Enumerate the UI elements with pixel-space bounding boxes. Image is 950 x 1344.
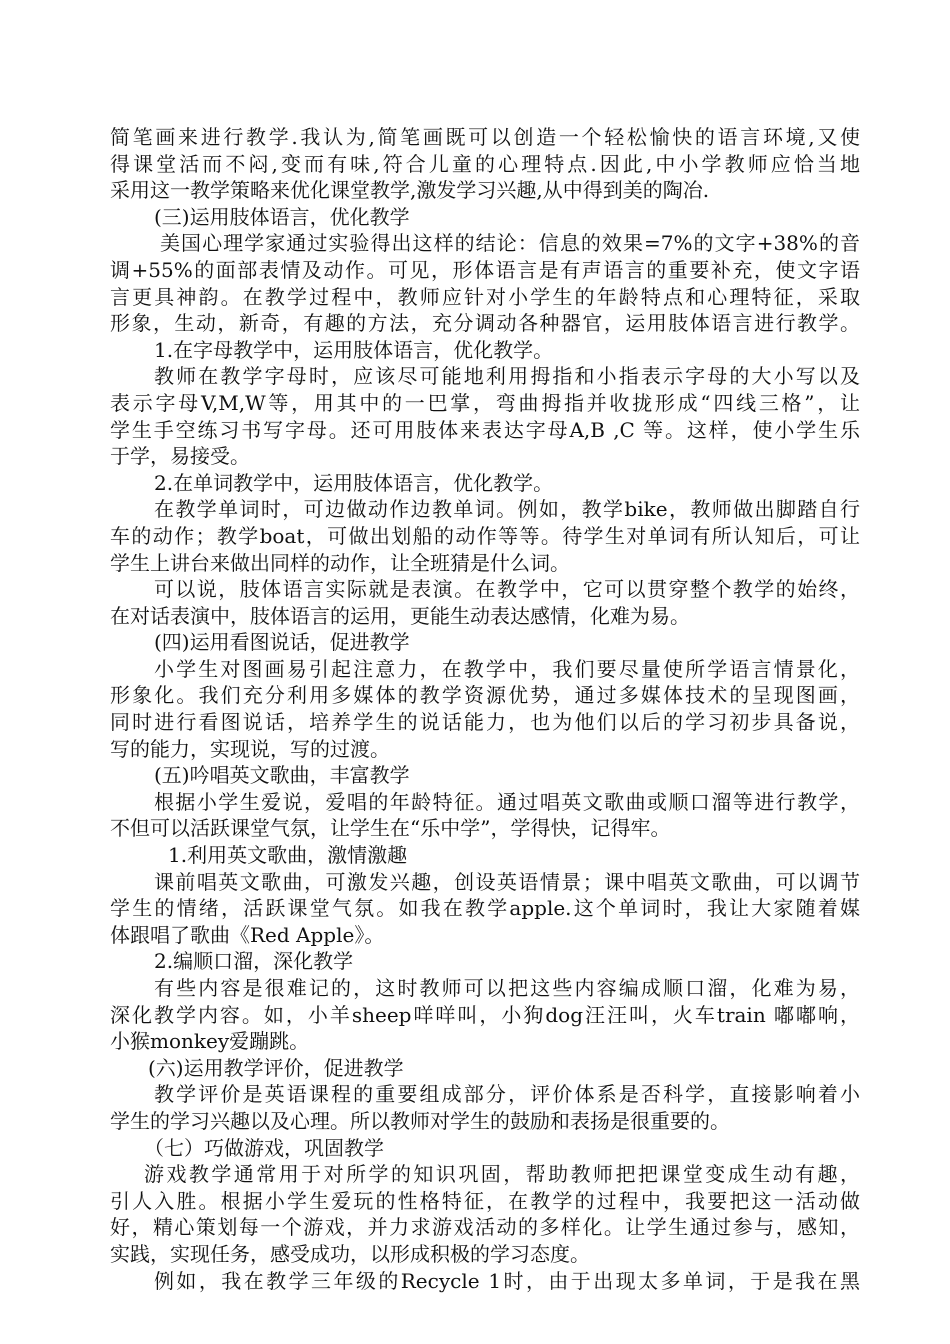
section-heading: (六)运用教学评价，促进教学 [148, 1055, 404, 1080]
body-line: 教学评价是英语课程的重要组成部分，评价体系是否科学，直接影响着小 [154, 1082, 860, 1107]
body-line: 可以说，肢体语言实际就是表演。在教学中，它可以贯穿整个教学的始终， [154, 577, 860, 602]
body-line: 简笔画来进行教学.我认为,简笔画既可以创造一个轻松愉快的语言环境,又使 [110, 125, 860, 149]
body-line: 小学生对图画易引起注意力，在教学中，我们要尽量使所学语言情景化， [154, 656, 860, 681]
body-line: 例如，我在教学三年级的Recycle 1时，由于出现太多单词，于是我在黑 [154, 1268, 860, 1293]
body-line: 于学，易接受。 [110, 444, 250, 469]
section-heading: （七）巧做游戏，巩固教学 [144, 1135, 384, 1160]
body-line: 游戏教学通常用于对所学的知识巩固，帮助教师把把课堂变成生动有趣， [144, 1162, 860, 1187]
body-line: 学生上讲台来做出同样的动作，让全班猜是什么词。 [110, 550, 570, 575]
body-line: 写的能力，实现说，写的过渡。 [110, 736, 390, 761]
section-heading: (三)运用肢体语言，优化教学 [154, 204, 410, 229]
body-line: 形象化。我们充分利用多媒体的教学资源优势，通过多媒体技术的呈现图画， [110, 683, 860, 708]
body-line: 美国心理学家通过实验得出这样的结论：信息的效果=7%的文字+38%的音 [160, 231, 860, 256]
subsection-heading: 2.编顺口溜，深化教学 [154, 949, 354, 974]
body-line: 实践，实现任务，感受成功，以形成积极的学习态度。 [110, 1241, 590, 1266]
document-body [110, 124, 860, 1294]
body-line: 课前唱英文歌曲，可激发兴趣，创设英语情景；课中唱英文歌曲，可以调节 [154, 869, 860, 894]
body-line: 调+55%的面部表情及动作。可见，形体语言是有声语言的重要补充，使文字语 [110, 257, 860, 282]
body-line: 体跟唱了歌曲《Red Apple》。 [110, 922, 385, 947]
section-heading: (四)运用看图说话，促进教学 [154, 630, 410, 655]
subsection-heading: 2.在单词教学中，运用肢体语言，优化教学。 [154, 470, 554, 495]
body-line: 表示字母V,M,W等，用其中的一巴掌，弯曲拇指并收拢形成“四线三格”，让 [110, 390, 860, 415]
body-line: 不但可以活跃课堂气氛，让学生在“乐中学”，学得快，记得牢。 [110, 816, 671, 841]
body-line: 好，精心策划每一个游戏，并力求游戏活动的多样化。让学生通过参与，感知， [110, 1215, 860, 1240]
body-line: 引人入胜。根据小学生爱玩的性格特征，在教学的过程中，我要把这一活动做 [110, 1188, 860, 1213]
subsection-heading: 1.利用英文歌曲，激情激趣 [168, 843, 408, 868]
subsection-heading: 1.在字母教学中，运用肢体语言，优化教学。 [154, 337, 554, 362]
body-line: 在对话表演中，肢体语言的运用，更能生动表达感情，化难为易。 [110, 603, 690, 628]
body-line: 根据小学生爱说，爱唱的年龄特征。通过唱英文歌曲或顺口溜等进行教学， [154, 789, 860, 814]
body-line: 学生的情绪，活跃课堂气氛。如我在教学apple.这个单词时，我让大家随着媒 [110, 896, 860, 921]
body-line: 学生的学习兴趣以及心理。所以教师对学生的鼓励和表扬是很重要的。 [110, 1108, 730, 1133]
body-line: 采用这一教学策略来优化课堂教学,激发学习兴趣,从中得到美的陶冶. [110, 178, 710, 203]
body-line: 深化教学内容。如，小羊sheep咩咩叫，小狗dog汪汪叫，火车train 嘟嘟响， [110, 1002, 860, 1027]
body-line: 同时进行看图说话，培养学生的说话能力，也为他们以后的学习初步具备说， [110, 710, 860, 735]
body-line: 教师在教学字母时，应该尽可能地利用拇指和小指表示字母的大小写以及 [154, 364, 860, 389]
body-line: 有些内容是很难记的，这时教师可以把这些内容编成顺口溜，化难为易， [154, 976, 860, 1000]
body-line: 形象，生动，新奇，有趣的方法，充分调动各种器官，运用肢体语言进行教学。 [110, 311, 860, 336]
section-heading: (五)吟唱英文歌曲，丰富教学 [154, 763, 410, 788]
body-line: 小猴monkey爱蹦跳。 [110, 1029, 310, 1054]
body-line: 在教学单词时，可边做动作边教单词。例如，教学bike，教师做出脚踏自行 [154, 497, 860, 522]
body-line: 言更具神韵。在教学过程中，教师应针对小学生的年龄特点和心理特征，采取 [110, 284, 860, 309]
body-line: 得课堂活而不闷,变而有味,符合儿童的心理特点.因此,中小学教师应恰当地 [110, 151, 860, 176]
body-line: 学生手空练习书写字母。还可用肢体来表达字母A,B ,C 等。这样，使小学生乐 [110, 417, 860, 442]
body-line: 车的动作；教学boat，可做出划船的动作等等。待学生对单词有所认知后，可让 [110, 523, 860, 548]
